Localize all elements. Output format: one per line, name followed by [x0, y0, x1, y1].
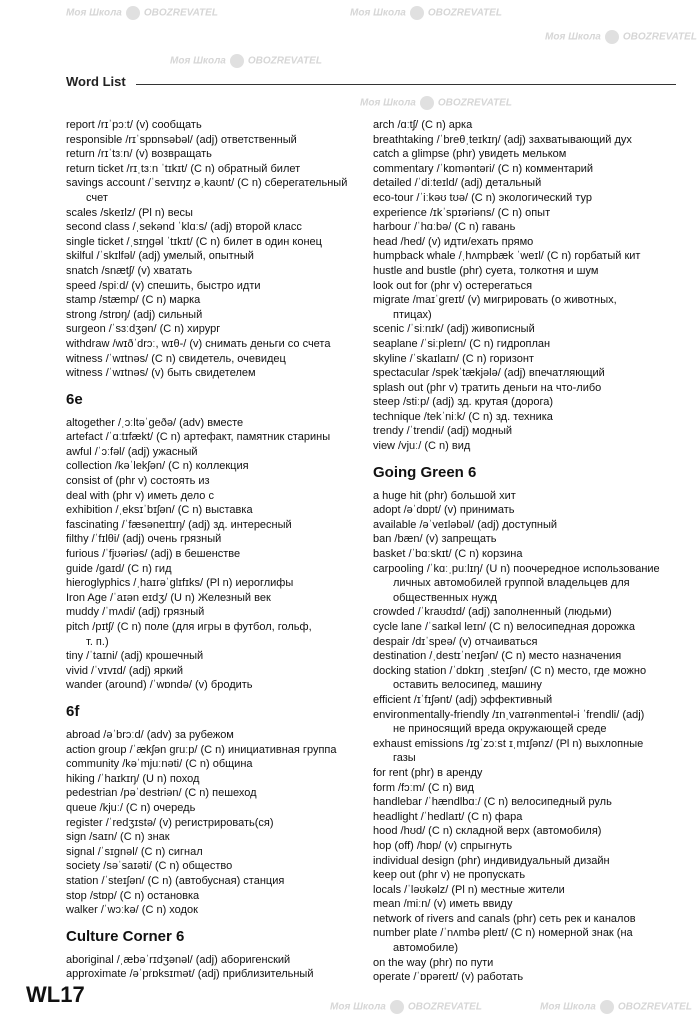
- watermark: Моя Школа OBOZREVATEL: [330, 1001, 482, 1013]
- list-item: view /vjuː/ (C n) вид: [373, 440, 471, 453]
- list-item: trendy /ˈtrendi/ (adj) модный: [373, 425, 513, 438]
- list-item: queue /kjuː/ (C n) очередь: [66, 801, 196, 814]
- list-item: snatch /snætʃ/ (v) хватать: [66, 264, 193, 277]
- left-column: [66, 118, 348, 982]
- section-heading-6f: 6f: [66, 702, 80, 720]
- list-item: abroad /əˈbrɔːd/ (adv) за рубежом: [66, 728, 234, 741]
- list-item: deal with (phr v) иметь дело с: [66, 489, 214, 502]
- page-header: [66, 74, 676, 94]
- list-item: return /rɪˈtɜːn/ (v) возвращать: [66, 148, 212, 161]
- list-item: community /kəˈmjuːnəti/ (C n) община: [66, 758, 253, 771]
- list-item: seaplane /ˈsiːpleɪn/ (C n) гидроплан: [373, 337, 551, 350]
- list-item: vivid /ˈvɪvɪd/ (adj) яркий: [66, 664, 184, 677]
- list-item: single ticket /ˌsɪŋɡəl ˈtɪkɪt/ (C n) билет в один конец: [66, 235, 322, 248]
- list-item: return ticket /rɪˌtɜːn ˈtɪkɪt/ (C n) обратный билет: [66, 162, 301, 175]
- list-item: handlebar /ˈhændlbɑː/ (C n) велосипедный руль: [373, 796, 612, 809]
- word-list-culture-corner: [66, 953, 348, 982]
- list-item: signal /ˈsɪɡnəl/ (C n) сигнал: [66, 845, 203, 858]
- list-item: a huge hit (phr) большой хит: [373, 489, 516, 502]
- watermark: Моя Школа OBOZREVATEL: [350, 7, 502, 19]
- list-item: Iron Age /ˈaɪən eɪdʒ/ (U n) Железный век: [66, 591, 271, 604]
- list-item-continuation: автомобиле): [393, 942, 459, 955]
- list-item: muddy /ˈmʌdi/ (adj) грязный: [66, 606, 205, 619]
- section-heading-culture-corner: Culture Corner 6: [66, 927, 185, 945]
- word-list-6e: [66, 416, 348, 693]
- list-item: adopt /əˈdɒpt/ (v) принимать: [373, 504, 515, 517]
- list-item: consist of (phr v) состоять из: [66, 475, 210, 488]
- list-item: for rent (phr) в аренду: [373, 766, 483, 779]
- list-item-continuation: счет: [86, 191, 108, 204]
- list-item: despair /dɪˈspeə/ (v) отчаиваться: [373, 635, 538, 648]
- list-item: number plate /ˈnʌmbə pleɪt/ (C n) номерной знак (на: [373, 927, 633, 940]
- list-item: artefact /ˈɑːtɪfækt/ (C n) артефакт, памятник старины: [66, 431, 331, 444]
- list-item: scales /skeɪlz/ (Pl n) весы: [66, 206, 193, 219]
- list-item: hieroglyphics /ˌhaɪrəˈɡlɪfɪks/ (Pl n) иероглифы: [66, 577, 294, 590]
- list-item: pedestrian /pəˈdestriən/ (C n) пешеход: [66, 787, 257, 800]
- list-item: skilful /ˈskɪlfəl/ (adj) умелый, опытный: [66, 250, 254, 263]
- list-item-continuation: личных автомобилей группой владельцев для: [393, 577, 630, 590]
- word-list-going-green: [373, 489, 683, 985]
- list-item: society /səˈsaɪəti/ (C n) общество: [66, 860, 233, 873]
- list-item: locals /ˈləʊkəlz/ (Pl n) местные жители: [373, 883, 565, 896]
- list-item: register /ˈredʒɪstə/ (v) регистрировать(ся): [66, 816, 274, 829]
- list-item: guide /ɡaɪd/ (C n) гид: [66, 562, 172, 575]
- list-item: stamp /stæmp/ (C n) марка: [66, 294, 201, 307]
- list-item: approximate /əˈprɒksɪmət/ (adj) приблизительный: [66, 968, 314, 981]
- watermark: Моя Школа OBOZREVATEL: [540, 1001, 692, 1013]
- section-heading-going-green: Going Green 6: [373, 463, 477, 481]
- list-item: eco-tour /ˈiːkəʊ tʊə/ (C n) экологический тур: [373, 191, 592, 204]
- list-item: available /əˈveɪləbəl/ (adj) доступный: [373, 518, 558, 531]
- list-item: experience /ɪkˈspɪəriəns/ (C n) опыт: [373, 206, 551, 219]
- word-list-6f: [66, 728, 348, 918]
- list-item-continuation: не приносящий вреда окружающей среде: [393, 723, 607, 736]
- list-item: basket /ˈbɑːskɪt/ (C n) корзина: [373, 548, 523, 561]
- list-item-continuation: газы: [393, 752, 416, 765]
- list-item: humpback whale /ˌhʌmpbæk ˈweɪl/ (C n) горбатый кит: [373, 250, 641, 263]
- list-item: pitch /pɪtʃ/ (C n) поле (для игры в футбол, гольф,: [66, 621, 312, 633]
- list-item: furious /ˈfjʊəriəs/ (adj) в бешенстве: [66, 548, 241, 561]
- header-divider: [136, 84, 676, 85]
- list-item: action group /ˈækʃən ɡruːp/ (C n) инициативная группа: [66, 743, 337, 756]
- list-item: spectacular /spekˈtækjələ/ (adj) впечатляющий: [373, 367, 605, 380]
- list-item: look out for (phr v) остерегаться: [373, 279, 533, 292]
- list-item: commentary /ˈkɒməntəri/ (C n) комментарий: [373, 162, 594, 175]
- list-item: environmentally-friendly /ɪnˌvaɪrənmentəl-i ˈfrendli/ (adj): [373, 708, 645, 721]
- list-item: network of rivers and canals (phr) сеть рек и каналов: [373, 912, 636, 925]
- list-item: destination /ˌdestɪˈneɪʃən/ (C n) место назначения: [373, 650, 622, 663]
- list-item: speed /spiːd/ (v) спешить, быстро идти: [66, 279, 261, 292]
- list-item: breathtaking /ˈbreθˌteɪkɪŋ/ (adj) захватывающий дух: [373, 133, 632, 146]
- list-item: hop (off) /hɒp/ (v) спрыгнуть: [373, 839, 513, 852]
- list-item: tiny /ˈtaɪni/ (adj) крошечный: [66, 650, 204, 663]
- list-item: awful /ˈɔːfəl/ (adj) ужасный: [66, 445, 198, 458]
- list-item: scenic /ˈsiːnɪk/ (adj) живописный: [373, 323, 535, 336]
- list-item: hiking /ˈhaɪkɪŋ/ (U n) поход: [66, 772, 200, 785]
- watermark: Моя Школа OBOZREVATEL: [66, 7, 218, 19]
- watermark: Моя Школа OBOZREVATEL: [360, 97, 512, 109]
- list-item: exhibition /ˌeksɪˈbɪʃən/ (C n) выставка: [66, 504, 253, 517]
- list-item: stop /stɒp/ (C n) остановка: [66, 889, 200, 902]
- list-item: headlight /ˈhedlaɪt/ (C n) фара: [373, 810, 523, 823]
- list-item: walker /ˈwɔːkə/ (C n) ходок: [66, 904, 198, 917]
- list-item: skyline /ˈskaɪlaɪn/ (C n) горизонт: [373, 352, 534, 365]
- watermark: Моя Школа OBOZREVATEL: [545, 31, 697, 43]
- list-item: ban /bæn/ (v) запрещать: [373, 533, 497, 546]
- list-item-continuation: общественных нужд: [393, 591, 497, 604]
- list-item: efficient /ɪˈfɪʃənt/ (adj) эффективный: [373, 693, 553, 706]
- list-item: head /hed/ (v) идти/ехать прямо: [373, 235, 534, 248]
- list-item: operate /ˈɒpəreɪt/ (v) работать: [373, 971, 524, 984]
- list-item: sign /saɪn/ (C n) знак: [66, 831, 170, 844]
- list-item: form /fɔːm/ (C n) вид: [373, 781, 474, 794]
- list-item: station /ˈsteɪʃən/ (C n) (автобусная) станция: [66, 874, 285, 887]
- list-item: catch a glimpse (phr) увидеть мельком: [373, 148, 567, 161]
- list-item: fascinating /ˈfæsəneɪtɪŋ/ (adj) зд. интересный: [66, 518, 292, 531]
- list-item: witness /ˈwɪtnəs/ (v) быть свидетелем: [66, 367, 256, 380]
- list-item: on the way (phr) по пути: [373, 956, 494, 969]
- list-item: second class /ˌsekənd ˈklɑːs/ (adj) второй класс: [66, 221, 302, 234]
- list-item: crowded /ˈkraʊdɪd/ (adj) заполненный (людьми): [373, 606, 612, 619]
- list-item: detailed /ˈdiːteɪld/ (adj) детальный: [373, 177, 542, 190]
- page-number: WL17: [26, 982, 85, 1007]
- list-item: steep /stiːp/ (adj) зд. крутая (дорога): [373, 396, 554, 409]
- list-item: splash out (phr v) тратить деньги на что-либо: [373, 381, 602, 394]
- list-item: carpooling /ˈkɑːˌpuːlɪŋ/ (U n) поочередное использование: [373, 562, 660, 575]
- list-item: hood /hʊd/ (C n) складной верх (автомобиля): [373, 825, 602, 838]
- right-column: [373, 118, 683, 985]
- list-item: aboriginal /ˌæbəˈrɪdʒənəl/ (adj) аборигенский: [66, 953, 291, 966]
- word-list-left-top: [66, 118, 348, 381]
- list-item: responsible /rɪˈspɒnsəbəl/ (adj) ответственный: [66, 133, 297, 146]
- list-item: altogether /ˌɔːltəˈɡeðə/ (adv) вместе: [66, 416, 244, 429]
- list-item: migrate /maɪˈɡreɪt/ (v) мигрировать (о животных,: [373, 294, 617, 307]
- watermark: Моя Школа OBOZREVATEL: [170, 55, 322, 67]
- list-item: witness /ˈwɪtnəs/ (C n) свидетель, очевидец: [66, 352, 286, 365]
- list-item: mean /miːn/ (v) иметь ввиду: [373, 898, 513, 911]
- word-list-right-top: [373, 118, 683, 454]
- list-item: surgeon /ˈsɜːdʒən/ (C n) хирург: [66, 323, 221, 336]
- list-item: report /rɪˈpɔːt/ (v) сообщать: [66, 119, 202, 131]
- list-item: docking station /ˈdɒkɪŋ ˌsteɪʃən/ (C n) место, где можно: [373, 664, 647, 677]
- list-item-continuation: птицах): [393, 308, 432, 321]
- list-item: savings account /ˈseɪvɪŋz əˌkaʊnt/ (C n) сберегательный: [66, 177, 348, 190]
- list-item: strong /strɒŋ/ (adj) сильный: [66, 308, 203, 321]
- section-heading-6e: 6e: [66, 390, 83, 408]
- page-title: Word List: [66, 74, 126, 89]
- list-item: keep out (phr v) не пропускать: [373, 869, 526, 882]
- list-item: filthy /ˈfɪlθi/ (adj) очень грязный: [66, 533, 222, 546]
- list-item: technique /tekˈniːk/ (C n) зд. техника: [373, 410, 553, 423]
- list-item: collection /kəˈlekʃən/ (C n) коллекция: [66, 460, 249, 473]
- list-item: exhaust emissions /ɪɡˈzɔːst ɪˌmɪʃənz/ (Pl n) выхлопные: [373, 737, 644, 750]
- list-item: arch /ɑːtʃ/ (C n) арка: [373, 119, 473, 131]
- list-item: cycle lane /ˈsaɪkəl leɪn/ (C n) велосипедная дорожка: [373, 621, 635, 633]
- list-item-continuation: т. п.): [86, 635, 109, 648]
- list-item: individual design (phr) индивидуальный дизайн: [373, 854, 610, 867]
- list-item-continuation: оставить велосипед, машину: [393, 679, 542, 692]
- list-item: hustle and bustle (phr) суета, толкотня и шум: [373, 264, 599, 277]
- list-item: harbour /ˈhɑːbə/ (C n) гавань: [373, 221, 516, 234]
- list-item: withdraw /wɪðˈdrɔː, wɪθ-/ (v) снимать деньги со счета: [66, 337, 331, 350]
- list-item: wander (around) /ˈwɒndə/ (v) бродить: [66, 679, 253, 692]
